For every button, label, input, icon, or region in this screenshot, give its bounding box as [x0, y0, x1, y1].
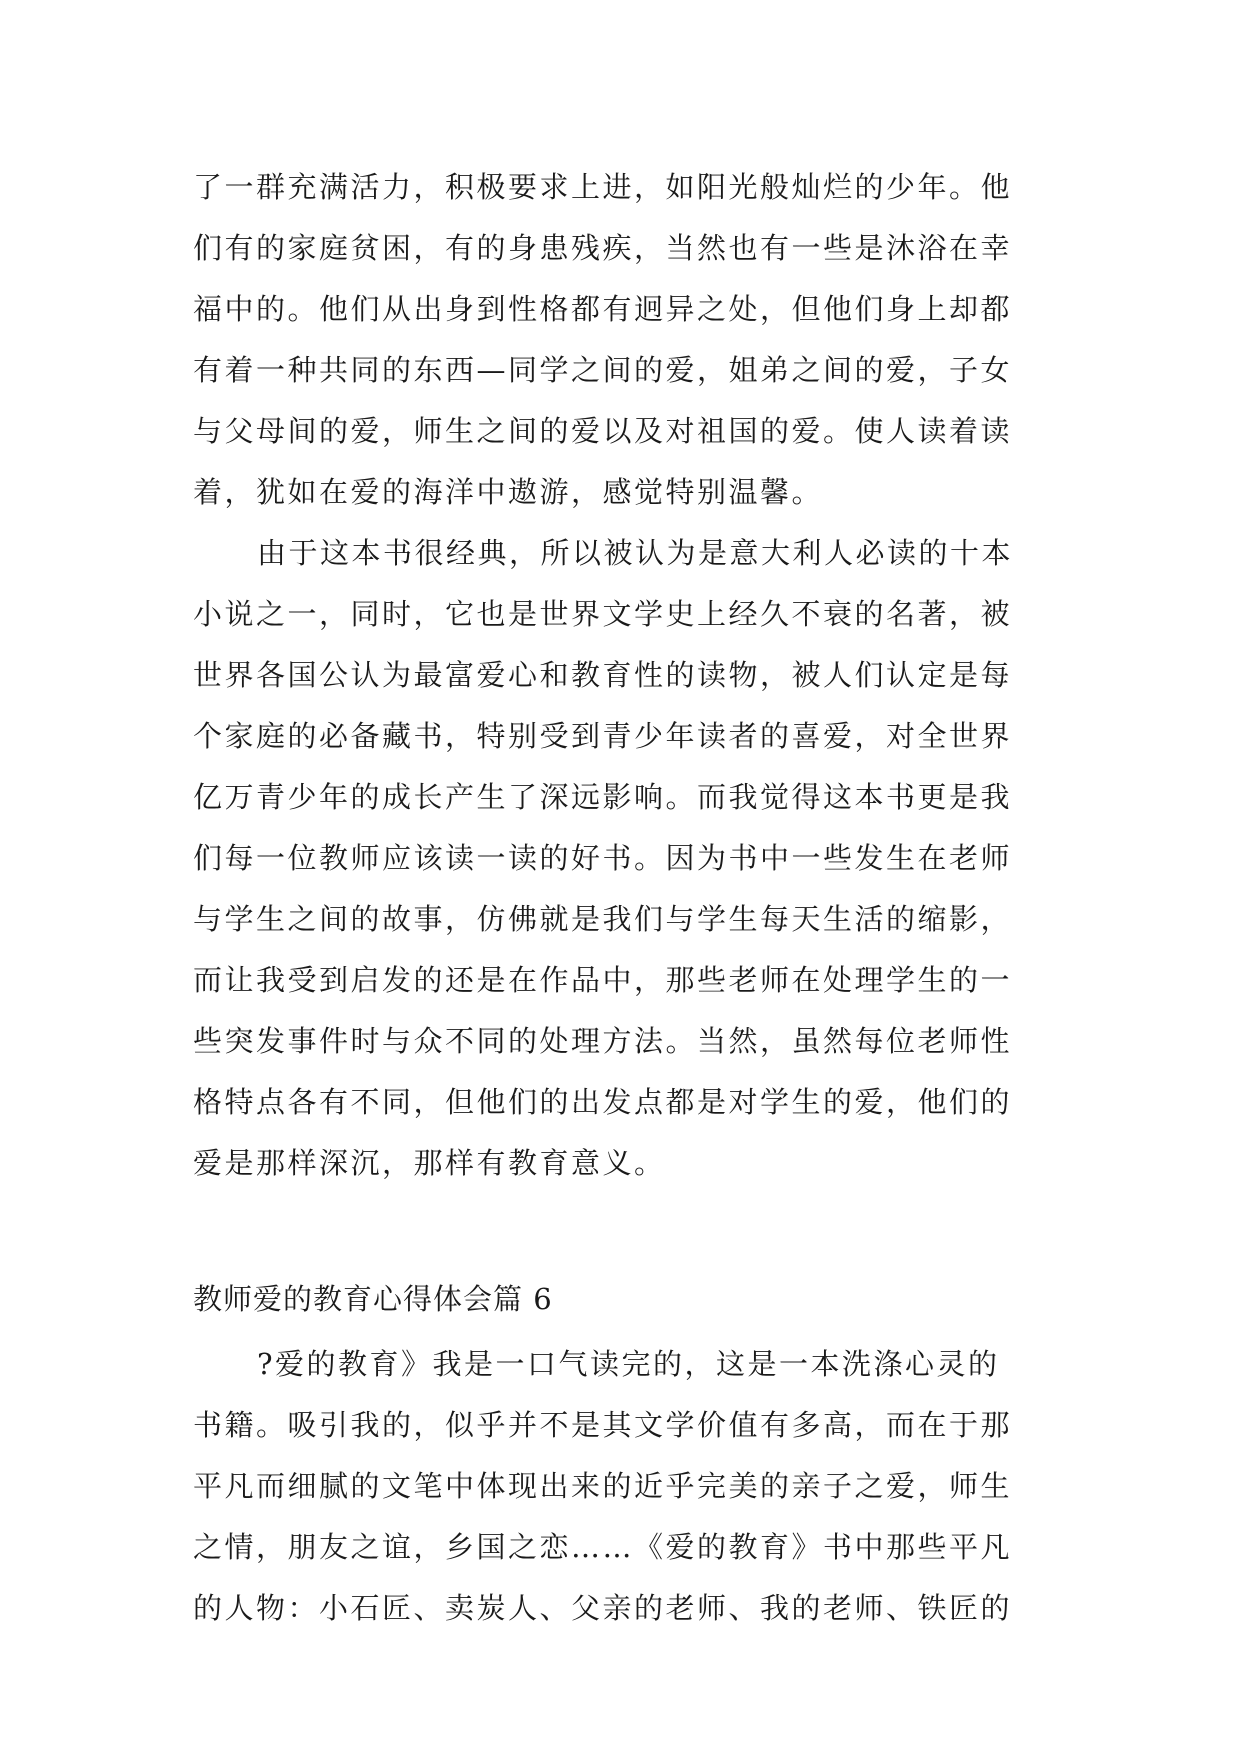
- text-line: 与学生之间的故事，仿佛就是我们与学生每天生活的缩影，: [193, 902, 1013, 936]
- text-line: 个家庭的必备藏书，特别受到青少年读者的喜爱，对全世界: [193, 719, 1013, 753]
- section-heading: 教师爱的教育心得体会篇 6: [193, 1282, 553, 1316]
- text-line: 而让我受到启发的还是在作品中，那些老师在处理学生的一: [193, 963, 1013, 997]
- text-line: 亿万青少年的成长产生了深远影响。而我觉得这本书更是我: [193, 780, 1013, 814]
- text-line: 着，犹如在爱的海洋中遨游，感觉特别温馨。: [193, 475, 824, 509]
- section-spacer: [193, 1194, 1053, 1274]
- text-line: 由于这本书很经典，所以被认为是意大利人必读的十本: [257, 536, 1014, 570]
- text-line: 之情，朋友之谊，乡国之恋……《爱的教育》书中那些平凡: [193, 1530, 1013, 1564]
- paragraph-3: [193, 1334, 1053, 1639]
- text-line: 书籍。吸引我的，似乎并不是其文学价值有多高，而在于那: [193, 1408, 1013, 1442]
- paragraph-2: [193, 523, 1053, 1194]
- text-line: ?爱的教育》我是一口气读完的，这是一本洗涤心灵的: [257, 1347, 1000, 1381]
- text-line: 的人物：小石匠、卖炭人、父亲的老师、我的老师、铁匠的: [193, 1591, 1013, 1625]
- text-line: 们有的家庭贫困，有的身患残疾，当然也有一些是沐浴在幸: [193, 231, 1013, 265]
- text-line: 们每一位教师应该读一读的好书。因为书中一些发生在老师: [193, 841, 1013, 875]
- text-line: 福中的。他们从出身到性格都有迥异之处，但他们身上却都: [193, 292, 1013, 326]
- text-line: 爱是那样深沉，那样有教育意义。: [193, 1146, 666, 1180]
- text-line: 些突发事件时与众不同的处理方法。当然，虽然每位老师性: [193, 1024, 1013, 1058]
- text-line: 有着一种共同的东西—同学之间的爱，姐弟之间的爱，子女: [193, 353, 1013, 387]
- document-page: [193, 157, 1053, 1639]
- text-line: 小说之一，同时，它也是世界文学史上经久不衰的名著，被: [193, 597, 1013, 631]
- text-line: 平凡而细腻的文笔中体现出来的近乎完美的亲子之爱，师生: [193, 1469, 1013, 1503]
- text-line: 与父母间的爱，师生之间的爱以及对祖国的爱。使人读着读: [193, 414, 1013, 448]
- text-line: 了一群充满活力，积极要求上进，如阳光般灿烂的少年。他: [193, 170, 1013, 204]
- paragraph-1: [193, 157, 1053, 523]
- text-line: 格特点各有不同，但他们的出发点都是对学生的爱，他们的: [193, 1085, 1013, 1119]
- text-line: 世界各国公认为最富爱心和教育性的读物，被人们认定是每: [193, 658, 1013, 692]
